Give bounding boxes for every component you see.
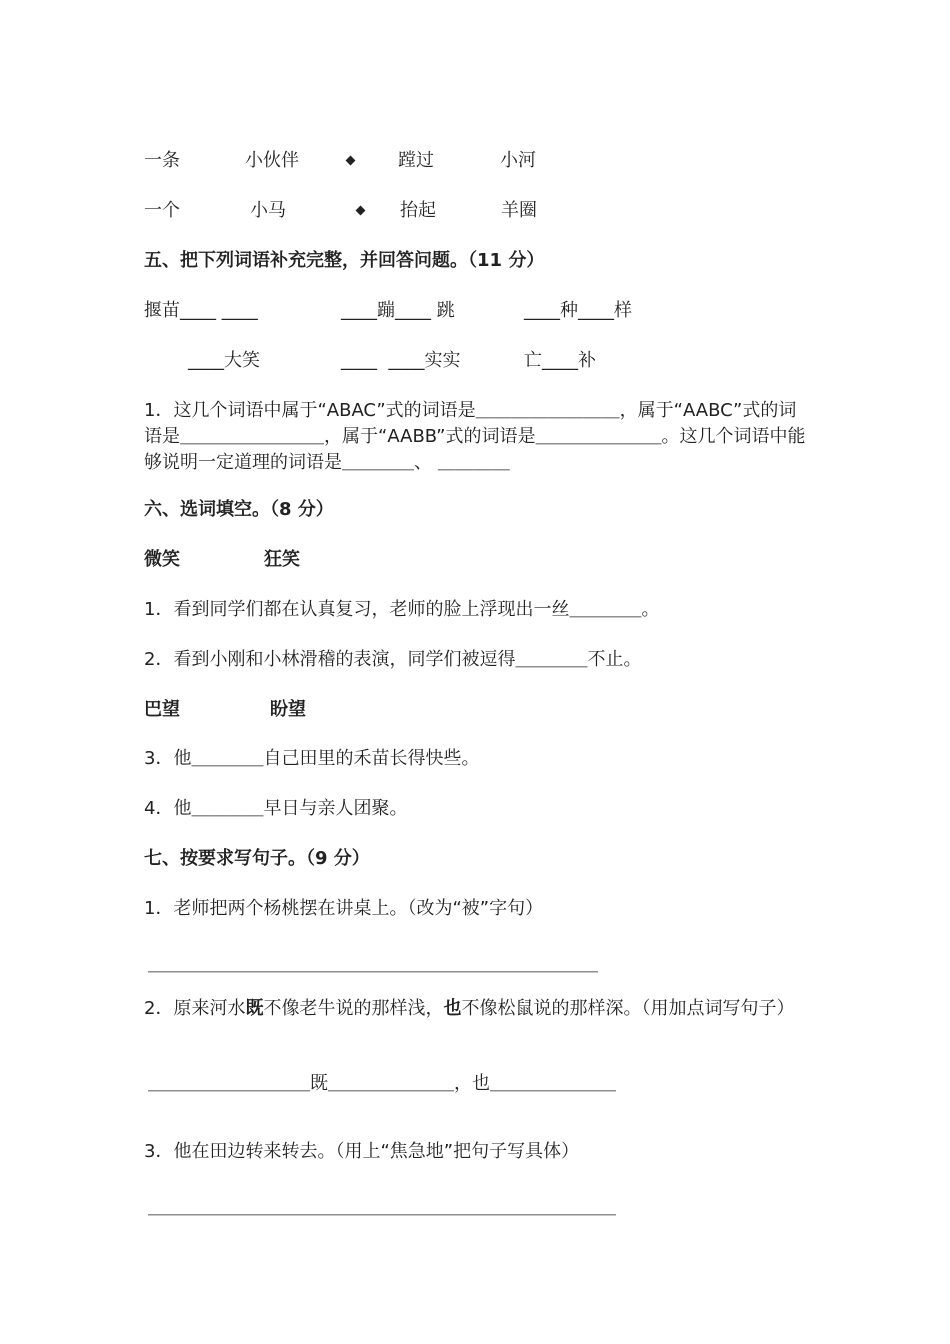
section-5-title: 五、把下列词语补充完整，并回答问题。（11 分） [144, 250, 545, 271]
section-7-question-2 [144, 996, 808, 1022]
section-7-question-3: 3．他在田边转来转去。（用上“焦急地”把句子写具体） [144, 1141, 580, 1162]
match-word: 蹚过 [398, 150, 434, 171]
emphasis-word: 也 [443, 998, 462, 1019]
section-5-question-1: 1．这几个词语中属于“ABAC”式的词语是＿＿＿＿＿＿＿＿，属于“AABC”式的词语是＿＿＿＿＿＿＿＿，属于“AABB”式的词语是＿＿＿＿＿＿＿。这几个词语中能够说明一定道理的词语是＿＿＿＿、 ＿＿＿＿ [144, 400, 806, 473]
choice-word: 盼望 [270, 699, 306, 720]
match-word: 一条 [144, 150, 180, 171]
answer-blank-line: ＿＿＿＿＿＿＿＿＿＿＿＿＿＿＿＿＿＿＿＿＿＿＿＿＿＿ [148, 1197, 616, 1218]
choice-word: 狂笑 [264, 549, 300, 570]
idiom-blank: 揠苗____ ____ [144, 300, 258, 321]
choice-word: 巴望 [144, 699, 180, 720]
answer-blank-line: ＿＿＿＿＿＿＿＿＿既＿＿＿＿＿＿＿，也＿＿＿＿＿＿＿ [148, 1073, 616, 1094]
section-7-question-1: 1．老师把两个杨桃摆在讲桌上。（改为“被”字句） [144, 898, 544, 919]
question-text: 不像老牛说的那样浅， [263, 998, 444, 1019]
idiom-blank: ____蹦____ 跳 [341, 300, 455, 321]
choice-word: 微笑 [144, 549, 180, 570]
match-word: 小河 [500, 150, 536, 171]
match-word: 抬起 [400, 200, 436, 221]
question-text: 不像松鼠说的那样深。（用加点词写句子） [461, 998, 795, 1019]
idiom-blank: ____大笑 [188, 350, 260, 371]
match-word: 小马 [250, 200, 286, 221]
section-6-title: 六、选词填空。（8 分） [144, 499, 334, 520]
section-6-question-1: 1．看到同学们都在认真复习，老师的脸上浮现出一丝＿＿＿＿。 [144, 599, 660, 620]
idiom-blank: 亡____补 [524, 350, 596, 371]
section-6-question-2: 2．看到小刚和小林滑稽的表演，同学们被逗得＿＿＿＿不止。 [144, 649, 642, 670]
section-6-question-3: 3．他＿＿＿＿自己田里的禾苗长得快些。 [144, 748, 480, 769]
match-word: 小伙伴 [245, 150, 299, 171]
question-text: 2．原来河水 [144, 998, 246, 1019]
diamond-bullet-icon [346, 156, 356, 166]
idiom-blank: ____种____样 [524, 300, 632, 321]
diamond-bullet-icon [356, 206, 366, 216]
idiom-blank: ____ ____实实 [341, 350, 461, 371]
section-7-title: 七、按要求写句子。（9 分） [144, 848, 370, 869]
answer-blank-line: ＿＿＿＿＿＿＿＿＿＿＿＿＿＿＿＿＿＿＿＿＿＿＿＿＿ [148, 954, 598, 975]
section-6-question-4: 4．他＿＿＿＿早日与亲人团聚。 [144, 798, 408, 819]
emphasis-word: 既 [245, 998, 264, 1019]
match-word: 一个 [144, 200, 180, 221]
match-word: 羊圈 [501, 200, 537, 221]
